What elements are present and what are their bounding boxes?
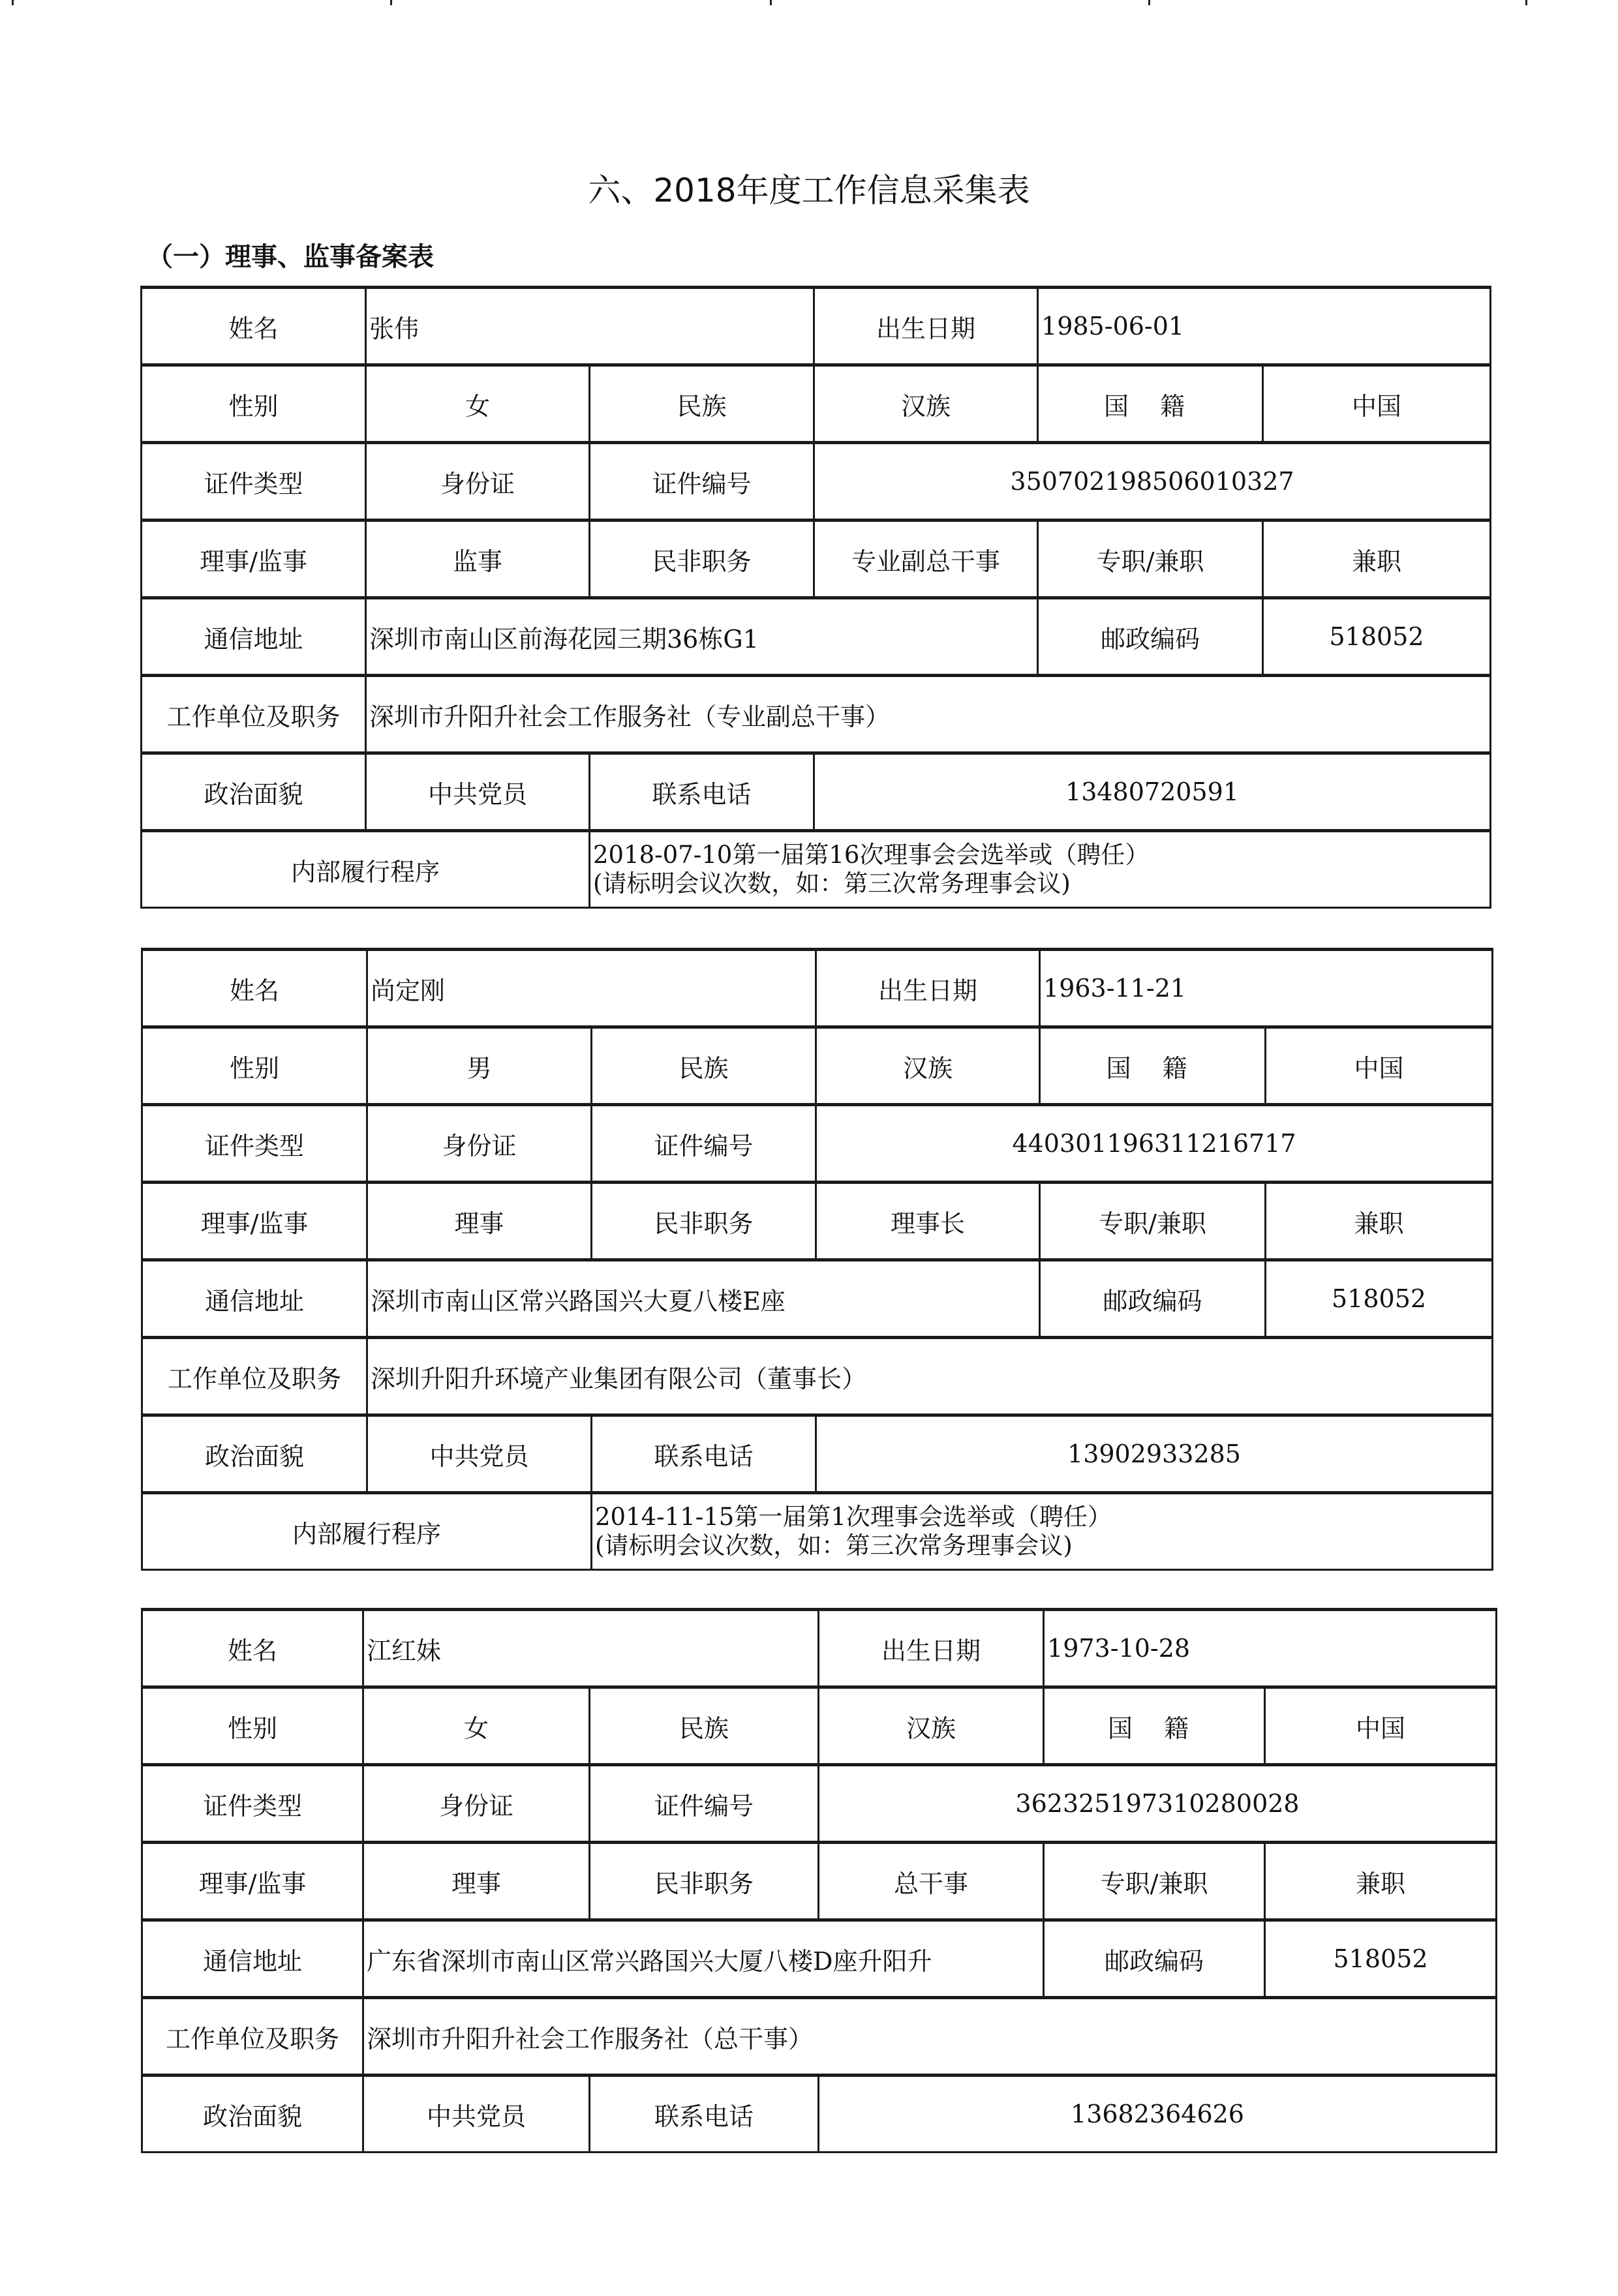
row-gender [142, 365, 1491, 443]
label-birth-date: 出生日期 [814, 288, 1038, 365]
value-director-supervisor: 理事 [363, 1843, 590, 1920]
row-employer [142, 1998, 1497, 2076]
label-employer-position: 工作单位及职务 [142, 676, 366, 753]
row-procedure [142, 831, 1491, 908]
scan-tick-mark [770, 0, 772, 5]
label-postal-code: 邮政编码 [1040, 1260, 1266, 1338]
label-id-number: 证件编号 [592, 1105, 816, 1183]
value-name: 江红妹 [363, 1610, 819, 1687]
value-employer-position: 深圳市升阳升社会工作服务社（专业副总干事） [366, 676, 1491, 753]
value-employer-position: 深圳市升阳升社会工作服务社（总干事） [363, 1998, 1497, 2076]
value-birth-date: 1973-10-28 [1044, 1610, 1497, 1687]
value-gender: 男 [367, 1027, 592, 1105]
label-phone: 联系电话 [590, 2076, 819, 2152]
scan-tick-mark [390, 0, 392, 5]
value-fulltime-parttime: 兼职 [1265, 1843, 1497, 1920]
procedure-line-2: (请标明会议次数，如：第三次常务理事会议) [593, 869, 1071, 898]
row-role [142, 1183, 1493, 1260]
value-director-supervisor: 监事 [366, 521, 590, 598]
label-nationality: 国 籍 [1044, 1687, 1265, 1765]
value-postal-code: 518052 [1263, 598, 1491, 676]
value-ethnicity: 汉族 [816, 1027, 1040, 1105]
row-gender [142, 1027, 1493, 1105]
value-postal-code: 518052 [1265, 1920, 1497, 1998]
label-org-position: 民非职务 [590, 521, 814, 598]
procedure-line-1: 2018-07-10第一届第16次理事会会选举或（聘任） [593, 841, 1150, 869]
value-phone: 13902933285 [816, 1415, 1493, 1493]
row-political [142, 2076, 1497, 2152]
label-id-type: 证件类型 [142, 1105, 367, 1183]
value-nationality: 中国 [1266, 1027, 1493, 1105]
label-address: 通信地址 [142, 1260, 367, 1338]
value-fulltime-parttime: 兼职 [1266, 1183, 1493, 1260]
value-nationality: 中国 [1265, 1687, 1497, 1765]
label-gender: 性别 [142, 1687, 363, 1765]
label-ethnicity: 民族 [590, 365, 814, 443]
label-id-number: 证件编号 [590, 1765, 819, 1843]
label-employer-position: 工作单位及职务 [142, 1338, 367, 1415]
label-director-supervisor: 理事/监事 [142, 1843, 363, 1920]
value-postal-code: 518052 [1266, 1260, 1493, 1338]
value-id-number: 440301196311216717 [816, 1105, 1493, 1183]
value-org-position: 理事长 [816, 1183, 1040, 1260]
label-id-number: 证件编号 [590, 443, 814, 521]
row-name [142, 1610, 1497, 1687]
value-birth-date: 1963-11-21 [1040, 950, 1493, 1027]
value-gender: 女 [363, 1687, 590, 1765]
section-title: （一）理事、监事备案表 [147, 242, 434, 272]
label-internal-procedure: 内部履行程序 [142, 1493, 592, 1570]
row-address [142, 1920, 1497, 1998]
scan-tick-mark [1148, 0, 1150, 5]
label-political-status: 政治面貌 [142, 1415, 367, 1493]
label-name: 姓名 [142, 950, 367, 1027]
row-address [142, 598, 1491, 676]
value-name: 张伟 [366, 288, 814, 365]
row-role [142, 1843, 1497, 1920]
row-gender [142, 1687, 1497, 1765]
label-id-type: 证件类型 [142, 443, 366, 521]
label-birth-date: 出生日期 [816, 950, 1040, 1027]
value-id-type: 身份证 [363, 1765, 590, 1843]
label-fulltime-parttime: 专职/兼职 [1040, 1183, 1266, 1260]
value-address: 深圳市南山区前海花园三期36栋G1 [366, 598, 1038, 676]
label-director-supervisor: 理事/监事 [142, 521, 366, 598]
row-id [142, 1765, 1497, 1843]
value-id-type: 身份证 [367, 1105, 592, 1183]
label-ethnicity: 民族 [592, 1027, 816, 1105]
row-employer [142, 676, 1491, 753]
label-ethnicity: 民族 [590, 1687, 819, 1765]
value-employer-position: 深圳升阳升环境产业集团有限公司（董事长） [367, 1338, 1493, 1415]
value-nationality: 中国 [1263, 365, 1491, 443]
value-birth-date: 1985-06-01 [1038, 288, 1491, 365]
row-id [142, 443, 1491, 521]
row-political [142, 753, 1491, 831]
record-table-2 [141, 948, 1493, 1571]
value-political-status: 中共党员 [363, 2076, 590, 2152]
row-name [142, 950, 1493, 1027]
label-birth-date: 出生日期 [819, 1610, 1044, 1687]
procedure-line-2: (请标明会议次数，如：第三次常务理事会议) [595, 1532, 1073, 1560]
value-id-type: 身份证 [366, 443, 590, 521]
value-phone: 13480720591 [814, 753, 1491, 831]
label-gender: 性别 [142, 365, 366, 443]
label-phone: 联系电话 [592, 1415, 816, 1493]
value-address: 深圳市南山区常兴路国兴大夏八楼E座 [367, 1260, 1040, 1338]
label-name: 姓名 [142, 288, 366, 365]
label-nationality: 国 籍 [1040, 1027, 1266, 1105]
procedure-line-1: 2014-11-15第一届第1次理事会选举或（聘任） [595, 1503, 1112, 1531]
label-fulltime-parttime: 专职/兼职 [1038, 521, 1263, 598]
value-fulltime-parttime: 兼职 [1263, 521, 1491, 598]
value-ethnicity: 汉族 [819, 1687, 1044, 1765]
label-address: 通信地址 [142, 598, 366, 676]
scan-tick-mark [1525, 0, 1527, 5]
label-phone: 联系电话 [590, 753, 814, 831]
record-table-3 [141, 1608, 1497, 2153]
value-org-position: 专业副总干事 [814, 521, 1038, 598]
value-internal-procedure [590, 831, 1491, 908]
label-director-supervisor: 理事/监事 [142, 1183, 367, 1260]
row-name [142, 288, 1491, 365]
value-id-number: 362325197310280028 [819, 1765, 1497, 1843]
label-id-type: 证件类型 [142, 1765, 363, 1843]
value-political-status: 中共党员 [366, 753, 590, 831]
label-org-position: 民非职务 [592, 1183, 816, 1260]
value-phone: 13682364626 [819, 2076, 1497, 2152]
page-title: 六、2018年度工作信息采集表 [588, 172, 1030, 209]
value-org-position: 总干事 [819, 1843, 1044, 1920]
label-nationality: 国 籍 [1038, 365, 1263, 443]
label-postal-code: 邮政编码 [1038, 598, 1263, 676]
label-political-status: 政治面貌 [142, 753, 366, 831]
label-gender: 性别 [142, 1027, 367, 1105]
value-ethnicity: 汉族 [814, 365, 1038, 443]
value-address: 广东省深圳市南山区常兴路国兴大厦八楼D座升阳升 [363, 1920, 1044, 1998]
row-id [142, 1105, 1493, 1183]
value-name: 尚定刚 [367, 950, 816, 1027]
row-political [142, 1415, 1493, 1493]
record-table-1 [140, 286, 1491, 909]
label-fulltime-parttime: 专职/兼职 [1044, 1843, 1265, 1920]
label-internal-procedure: 内部履行程序 [142, 831, 590, 908]
label-name: 姓名 [142, 1610, 363, 1687]
row-procedure [142, 1493, 1493, 1570]
row-address [142, 1260, 1493, 1338]
label-org-position: 民非职务 [590, 1843, 819, 1920]
label-address: 通信地址 [142, 1920, 363, 1998]
value-internal-procedure [592, 1493, 1493, 1570]
value-political-status: 中共党员 [367, 1415, 592, 1493]
label-political-status: 政治面貌 [142, 2076, 363, 2152]
value-gender: 女 [366, 365, 590, 443]
row-employer [142, 1338, 1493, 1415]
value-director-supervisor: 理事 [367, 1183, 592, 1260]
scan-tick-mark [12, 0, 14, 5]
value-id-number: 350702198506010327 [814, 443, 1491, 521]
label-postal-code: 邮政编码 [1044, 1920, 1265, 1998]
row-role [142, 521, 1491, 598]
label-employer-position: 工作单位及职务 [142, 1998, 363, 2076]
